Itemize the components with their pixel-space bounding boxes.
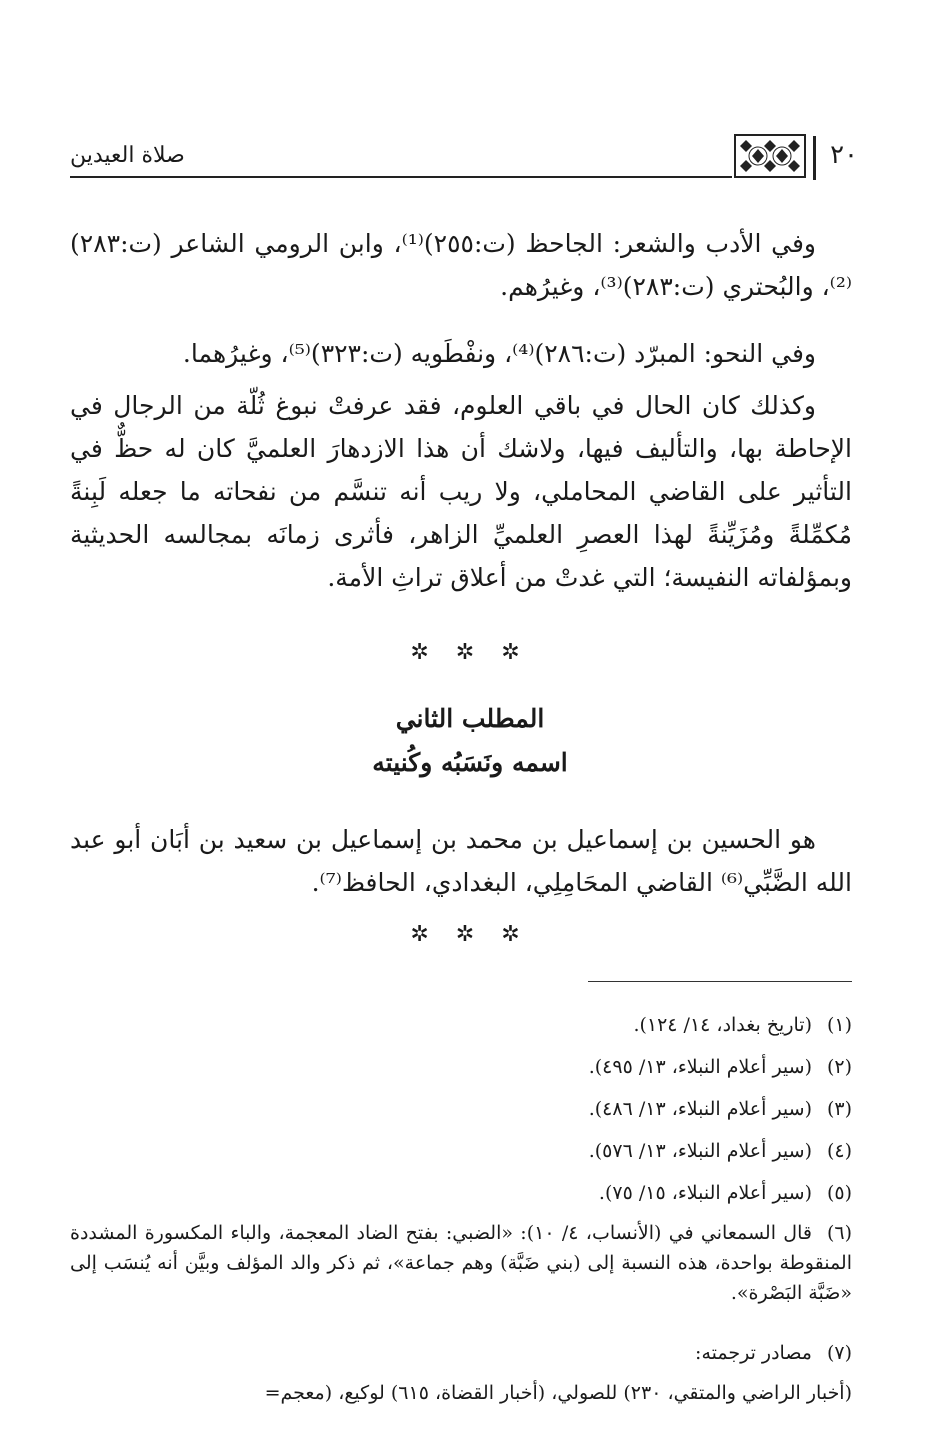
footnote-number: (٤) [826,1140,852,1162]
footnote-number: (٣) [826,1098,852,1120]
footnote-number: (٧) [826,1342,852,1364]
paragraph-name-lineage [70,818,852,904]
section-subheading: اسمه ونَسَبُه وكُنيته [372,748,568,777]
page-number: ٢٠ [830,140,858,170]
paragraph-text: هو الحسين بن إسماعيل بن محمد بن إسماعيل بن سعيد بن أبَان أبو عبد الله الضَّبِّي⁽⁶⁾ القاضي المحَامِلِي، البغدادي، الحافظ⁽⁷⁾. [70,825,852,897]
footnote-3 [70,1094,852,1124]
ornament-icon [734,134,806,178]
footnote-7-sources: (أخبار الراضي والمتقي، ٢٣٠) للصولي، (أخبار القضاة، ٦١٥) لوكيع، (معجم= [264,1382,852,1404]
footnote-5 [70,1178,852,1208]
footnote-text: (تاريخ بغداد، ١٤/ ١٢٤). [633,1014,812,1036]
section-heading: المطلب الثاني [395,704,545,733]
paragraph-sciences [70,384,852,599]
footnote-number: (٢) [826,1056,852,1078]
footnote-text: قال السمعاني في (الأنساب، ٤/ ١٠): «الضبي: بفتح الضاد المعجمة، والباء المكسورة المشددة المنقوطة بواحدة، هذه النسبة إلى (بني ضَبَّة) وهم جماعة»، ثم ذكر والد المؤلف وبيَّن أنه يُنسَب إلى «ضَبَّة البَصْرة». [70,1222,852,1304]
footnote-number: (٥) [826,1182,852,1204]
footnote-1 [70,1010,852,1040]
paragraph-text: وفي النحو: المبرّد (ت:٢٨٦)⁽⁴⁾، ونفْطَويه (ت:٣٢٣)⁽⁵⁾، وغيرُهما. [182,339,816,368]
footnote-6 [70,1218,852,1308]
footnote-text: (سير أعلام النبلاء، ١٣/ ٤٨٦). [588,1098,812,1120]
footnote-text: (سير أعلام النبلاء، ١٣/ ٤٩٥). [588,1056,812,1078]
footnote-7 [70,1338,852,1368]
header-divider [813,136,816,180]
footnote-2 [70,1052,852,1082]
running-title: صلاة العيدين [70,143,185,168]
section-separator: ✲ ✲ ✲ [410,640,530,665]
footnote-number: (١) [826,1014,852,1036]
footnote-text: مصادر ترجمته: [695,1342,812,1364]
footnote-text: (سير أعلام النبلاء، ١٣/ ٥٧٦). [588,1140,812,1162]
paragraph-text: وفي الأدب والشعر: الجاحظ (ت:٢٥٥)⁽¹⁾، وابن الرومي الشاعر (ت:٢٨٣)⁽²⁾، والبُحتري (ت:٢٨٣)⁽³⁾، وغيرُهم. [70,229,852,301]
paragraph-text: وكذلك كان الحال في باقي العلوم، فقد عرفتْ نبوغ ثُلّة من الرجال في الإحاطة بها، والتأليف فيها، ولاشك أن هذا الازدهارَ العلميَّ كان له حظٌّ في التأثير على القاضي المحاملي، ولا ريب أنه تنسَّم من نفحاته ما جعله لَبِنةً مُكمِّلةً ومُزَيِّنةً لهذا العصرِ العلميِّ الزاهر، فأثرى زمانَه بمجالسه الحديثية وبمؤلفاته النفيسة؛ التي غدتْ من أعلاق تراثِ الأمة. [70,391,852,592]
section-separator-end: ✲ ✲ ✲ [410,922,530,947]
footnote-4 [70,1136,852,1166]
header-rule [70,176,732,178]
footnote-text: (سير أعلام النبلاء، ١٥/ ٧٥). [598,1182,812,1204]
footnote-rule [588,981,852,982]
paragraph-grammar [70,332,852,375]
paragraph-literature [70,222,852,308]
footnote-number: (٦) [826,1222,852,1244]
